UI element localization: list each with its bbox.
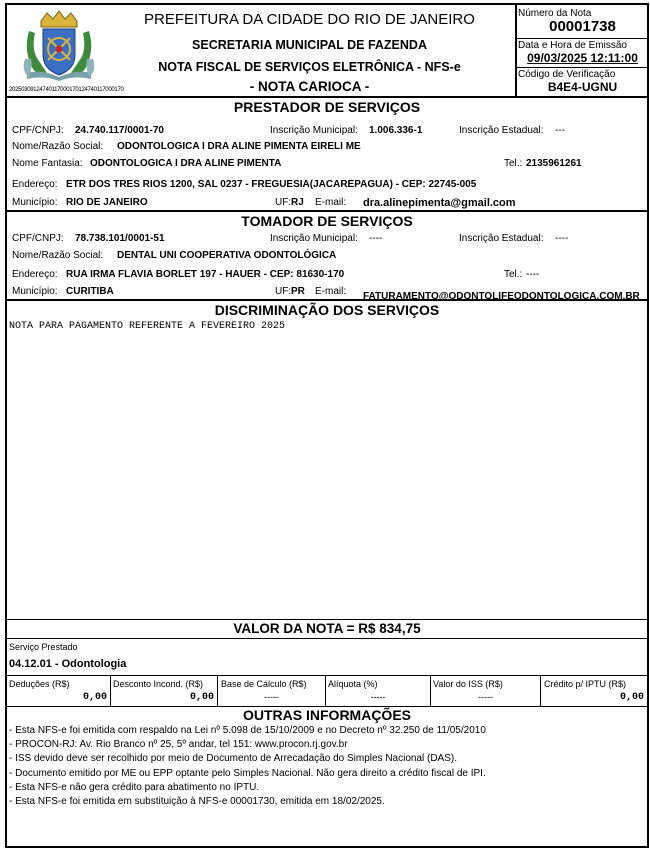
customer-state: PR bbox=[291, 286, 305, 297]
provider-phone: 2135961261 bbox=[526, 158, 582, 169]
service-value: 04.12.01 - Odontologia bbox=[9, 658, 127, 670]
other-info-line: - Esta NFS-e foi emitida em substituição à NFS-e 00001730, emitida em 18/02/2025. bbox=[9, 796, 385, 808]
customer-cnpj: 78.738.101/0001-51 bbox=[75, 233, 165, 244]
customer-im: ---- bbox=[369, 233, 383, 244]
provider-email: dra.alinepimenta@gmail.com bbox=[363, 197, 516, 209]
provider-im: 1.006.336-1 bbox=[369, 125, 423, 136]
secretariat-title: SECRETARIA MUNICIPAL DE FAZENDA bbox=[192, 38, 427, 52]
iss-value-cell bbox=[431, 676, 541, 706]
rio-de-janeiro-coat-of-arms-icon bbox=[19, 11, 99, 83]
verification-code-label: Código de Verificação bbox=[518, 69, 616, 80]
provider-ie: --- bbox=[555, 125, 565, 136]
customer-name: DENTAL UNI COOPERATIVA ODONTOLÓGICA bbox=[117, 250, 337, 261]
customer-email-label: E-mail: bbox=[315, 286, 347, 297]
city-hall-title: PREFEITURA DA CIDADE DO RIO DE JANEIRO bbox=[144, 11, 475, 28]
note-number-label: Número da Nota bbox=[518, 8, 592, 19]
discount-value: 0,00 bbox=[189, 692, 214, 703]
iptu-credit-cell bbox=[541, 676, 647, 706]
iptu-credit-label: Crédito p/ IPTU (R$) bbox=[544, 679, 627, 689]
customer-ie-label: Inscrição Estadual: bbox=[459, 233, 544, 244]
customer-section-title: TOMADOR DE SERVIÇOS bbox=[241, 213, 413, 229]
customer-email: FATURAMENTO@ODONTOLIFEODONTOLOGICA.COM.BR bbox=[363, 291, 640, 302]
services-description-title: DISCRIMINAÇÃO DOS SERVIÇOS bbox=[214, 302, 440, 318]
customer-city-label: Município: bbox=[12, 286, 58, 297]
invoice-total: VALOR DA NOTA = R$ 834,75 bbox=[233, 621, 421, 636]
customer-ie: ---- bbox=[555, 233, 569, 244]
deductions-label: Deduções (R$) bbox=[9, 679, 70, 689]
issue-datetime-label: Data e Hora de Emissão bbox=[518, 40, 627, 51]
customer-city: CURITIBA bbox=[66, 286, 114, 297]
provider-city: RIO DE JANEIRO bbox=[66, 197, 148, 208]
discount-label: Desconto Incond. (R$) bbox=[113, 679, 204, 689]
customer-address: RUA IRMA FLAVIA BORLET 197 - HAUER - CEP: 81630-170 bbox=[66, 269, 345, 280]
provider-address: ETR DOS TRES RIOS 1200, SAL 0237 - FREGUESIA(JACAREPAGUA) - CEP: 22745-005 bbox=[66, 179, 477, 190]
issue-datetime-value: 09/03/2025 12:11:00 bbox=[527, 51, 638, 65]
calc-base-value: ----- bbox=[264, 692, 279, 702]
totals-row bbox=[7, 676, 647, 706]
provider-state-label: UF: bbox=[275, 197, 292, 208]
other-info-line: - Esta NFS-e foi emitida com respaldo na Lei nº 5.098 de 15/10/2009 e no Decreto nº 32.250 de 11/05/2010 bbox=[9, 725, 486, 736]
nfse-document bbox=[5, 3, 649, 848]
verification-code-value: B4E4-UGNU bbox=[547, 80, 618, 94]
nfse-title: NOTA FISCAL DE SERVIÇOS ELETRÔNICA - NFS-e bbox=[158, 60, 461, 74]
other-info-line: - Esta NFS-e não gera crédito para abatimento no IPTU. bbox=[9, 781, 260, 793]
other-info-line: - Documento emitido por ME ou EPP optante pelo Simples Nacional. Não gera direito a crédito fiscal de IPI. bbox=[9, 767, 486, 779]
customer-name-label: Nome/Razão Social: bbox=[12, 250, 104, 261]
other-info-title: OUTRAS INFORMAÇÕES bbox=[243, 707, 411, 723]
iptu-credit-value: 0,00 bbox=[619, 692, 644, 703]
provider-name-label: Nome/Razão Social: bbox=[12, 141, 104, 152]
provider-address-label: Endereço: bbox=[12, 179, 58, 190]
tax-rate-label: Alíquota (%) bbox=[328, 679, 378, 689]
tax-rate-value: ----- bbox=[370, 692, 386, 702]
provider-state: RJ bbox=[291, 197, 304, 208]
customer-im-label: Inscrição Municipal: bbox=[270, 233, 358, 244]
customer-phone-label: Tel.: bbox=[504, 269, 523, 280]
deductions-value: 0,00 bbox=[82, 692, 107, 703]
other-info-line: - ISS devido deve ser recolhido por meio de Documento de Arrecadação do Simples Nacional (DAS). bbox=[9, 753, 458, 765]
provider-cnpj-label: CPF/CNPJ: bbox=[12, 125, 64, 136]
city-logo bbox=[19, 11, 99, 83]
note-number-value: 00001738 bbox=[549, 18, 616, 35]
customer-cnpj-label: CPF/CNPJ: bbox=[12, 233, 64, 244]
iss-value-label: Valor do ISS (R$) bbox=[433, 679, 503, 689]
provider-name: ODONTOLOGICA I DRA ALINE PIMENTA EIRELI ME bbox=[117, 141, 361, 152]
customer-address-label: Endereço: bbox=[12, 269, 58, 280]
service-label: Serviço Prestado bbox=[9, 642, 78, 652]
services-description-text: NOTA PARA PAGAMENTO REFERENTE A FEVEREIRO 2025 bbox=[9, 321, 286, 332]
iss-value: ----- bbox=[478, 692, 493, 702]
other-info-line: - PROCON-RJ: Av. Rio Branco nº 25, 5º andar, tel 151: www.procon.rj.gov.br bbox=[9, 739, 348, 751]
customer-phone: ---- bbox=[526, 269, 540, 280]
provider-im-label: Inscrição Municipal: bbox=[270, 125, 358, 136]
nota-carioca-title: - NOTA CARIOCA - bbox=[249, 79, 370, 94]
tax-rate-cell bbox=[326, 676, 431, 706]
provider-phone-label: Tel.: bbox=[504, 158, 523, 169]
calc-base-label: Base de Cálculo (R$) bbox=[221, 679, 307, 689]
provider-trade-name-label: Nome Fantasia: bbox=[12, 158, 83, 169]
other-info-list bbox=[9, 724, 486, 809]
discount-cell bbox=[111, 676, 218, 706]
provider-trade-name: ODONTOLOGICA I DRA ALINE PIMENTA bbox=[90, 158, 282, 169]
provider-ie-label: Inscrição Estadual: bbox=[459, 125, 544, 136]
customer-state-label: UF: bbox=[275, 286, 292, 297]
barcode-number: 20250309124740117000170124740117000170 bbox=[9, 87, 124, 93]
provider-email-label: E-mail: bbox=[315, 197, 347, 208]
deductions-cell bbox=[7, 676, 111, 706]
provider-cnpj: 24.740.117/0001-70 bbox=[75, 125, 164, 136]
calc-base-cell bbox=[218, 676, 326, 706]
provider-section-title: PRESTADOR DE SERVIÇOS bbox=[233, 99, 421, 115]
provider-city-label: Município: bbox=[12, 197, 58, 208]
